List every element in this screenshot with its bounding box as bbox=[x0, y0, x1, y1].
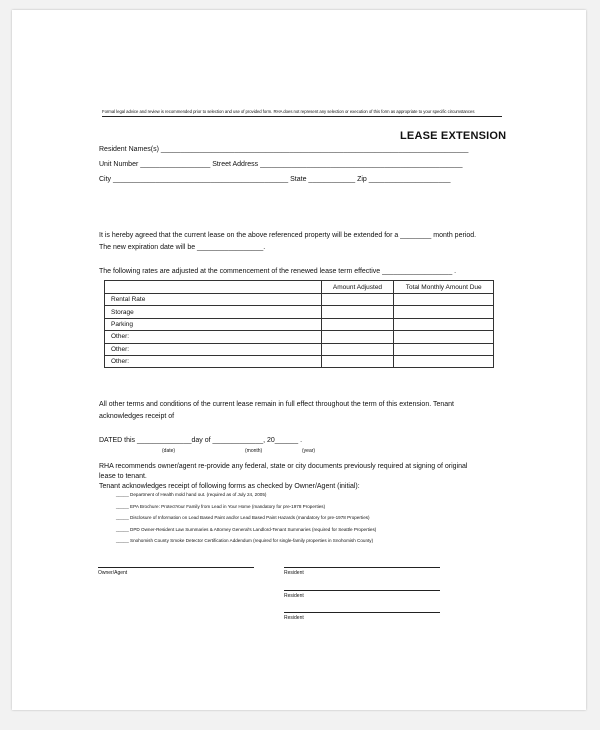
checklist-item[interactable]: _____ Disclosure of Information on Lead Based Paint and/or Lead Based Paint Hazards (mandatory for pre-1978 Properties) bbox=[116, 515, 370, 520]
month-label: (month) bbox=[245, 448, 263, 454]
resident-signature-line-3[interactable] bbox=[284, 612, 440, 613]
checklist-item[interactable]: _____ DPD Owner-Resident Law Summaries & Attorney General's Landlord-Tenant Summaries (required for Seattle Properties) bbox=[116, 527, 377, 532]
total-due-cell[interactable] bbox=[394, 318, 494, 330]
rha-line-3: Tenant acknowledges receipt of following forms as checked by Owner/Agent (initial): bbox=[99, 483, 360, 490]
rates-intro: The following rates are adjusted at the commencement of the renewed lease term effective __________________ . bbox=[99, 268, 457, 275]
amount-adjusted-cell[interactable] bbox=[321, 331, 394, 343]
table-header-total-monthly: Total Monthly Amount Due bbox=[394, 281, 494, 294]
page-title: LEASE EXTENSION bbox=[400, 130, 507, 142]
resident-signature-line-1[interactable] bbox=[284, 567, 440, 568]
terms-line-2: acknowledges receipt of bbox=[99, 413, 175, 420]
row-label: Parking bbox=[105, 318, 322, 330]
amount-adjusted-cell[interactable] bbox=[321, 294, 394, 306]
amount-adjusted-cell[interactable] bbox=[321, 355, 394, 367]
amount-adjusted-cell[interactable] bbox=[321, 306, 394, 318]
checklist-item[interactable]: _____ Department of Health mold hand out. (required as of July 24, 2005) bbox=[116, 492, 267, 497]
table-row bbox=[105, 306, 494, 318]
date-label: (date) bbox=[162, 448, 176, 454]
row-label: Other: bbox=[105, 331, 322, 343]
amount-adjusted-cell[interactable] bbox=[321, 343, 394, 355]
total-due-cell[interactable] bbox=[394, 331, 494, 343]
row-label: Storage bbox=[105, 306, 322, 318]
resident-signature-line-2[interactable] bbox=[284, 590, 440, 591]
rates-table bbox=[104, 280, 494, 368]
disclaimer: Formal legal advice and review is recommended prior to selection and use of provided form. RHA does not represent any selection or execution of this form as appropriate to your specific circumstances bbox=[102, 109, 475, 114]
total-due-cell[interactable] bbox=[394, 306, 494, 318]
rha-line-2: lease to tenant. bbox=[99, 473, 147, 480]
table-header-item bbox=[105, 281, 322, 294]
dated-line[interactable]: DATED this ______________day of _____________, 20______ . bbox=[99, 437, 303, 444]
total-due-cell[interactable] bbox=[394, 355, 494, 367]
table-row bbox=[105, 294, 494, 306]
owner-signature-line[interactable] bbox=[98, 567, 254, 568]
table-row bbox=[105, 343, 494, 355]
owner-agent-label: Owner/Agent bbox=[98, 570, 128, 576]
unit-address-field[interactable]: Unit Number __________________ Street Address ____________________________________________________ bbox=[99, 161, 463, 168]
row-label: Other: bbox=[105, 343, 322, 355]
city-state-zip-field[interactable]: City _____________________________________________ State ____________ Zip _____________________ bbox=[99, 176, 451, 183]
table-header-amount-adjusted: Amount Adjusted bbox=[321, 281, 394, 294]
header-rule bbox=[102, 116, 502, 117]
row-label: Rental Rate bbox=[105, 294, 322, 306]
resident-label-1: Resident bbox=[284, 570, 304, 576]
row-label: Other: bbox=[105, 355, 322, 367]
table-row bbox=[105, 331, 494, 343]
document-page bbox=[12, 10, 586, 710]
total-due-cell[interactable] bbox=[394, 294, 494, 306]
terms-line-1: All other terms and conditions of the current lease remain in full effect throughout the term of this extension. Tenant bbox=[99, 401, 454, 408]
resident-label-3: Resident bbox=[284, 615, 304, 621]
rha-line-1: RHA recommends owner/agent re-provide any federal, state or city documents previously required at signing of original bbox=[99, 463, 468, 470]
year-label: (year) bbox=[302, 448, 316, 454]
resident-label-2: Resident bbox=[284, 593, 304, 599]
checklist-item[interactable]: _____ Snohomish County Smoke Detector Certification Addendum (required for single-family properties in Snohomish County) bbox=[116, 538, 374, 543]
agreement-line-1: It is hereby agreed that the current lease on the above referenced property will be extended for a ________ month period. bbox=[99, 232, 477, 239]
amount-adjusted-cell[interactable] bbox=[321, 318, 394, 330]
table-header-row bbox=[105, 281, 494, 294]
table-row bbox=[105, 355, 494, 367]
checklist-item[interactable]: _____ EPA Brochure: ProtectYour Family from Lead in Your Home (mandatory for pre-1978 Properties) bbox=[116, 504, 326, 509]
resident-names-field[interactable]: Resident Names(s) _______________________________________________________________________________ bbox=[99, 146, 469, 153]
agreement-line-2: The new expiration date will be _________________. bbox=[99, 244, 266, 251]
total-due-cell[interactable] bbox=[394, 343, 494, 355]
table-row bbox=[105, 318, 494, 330]
